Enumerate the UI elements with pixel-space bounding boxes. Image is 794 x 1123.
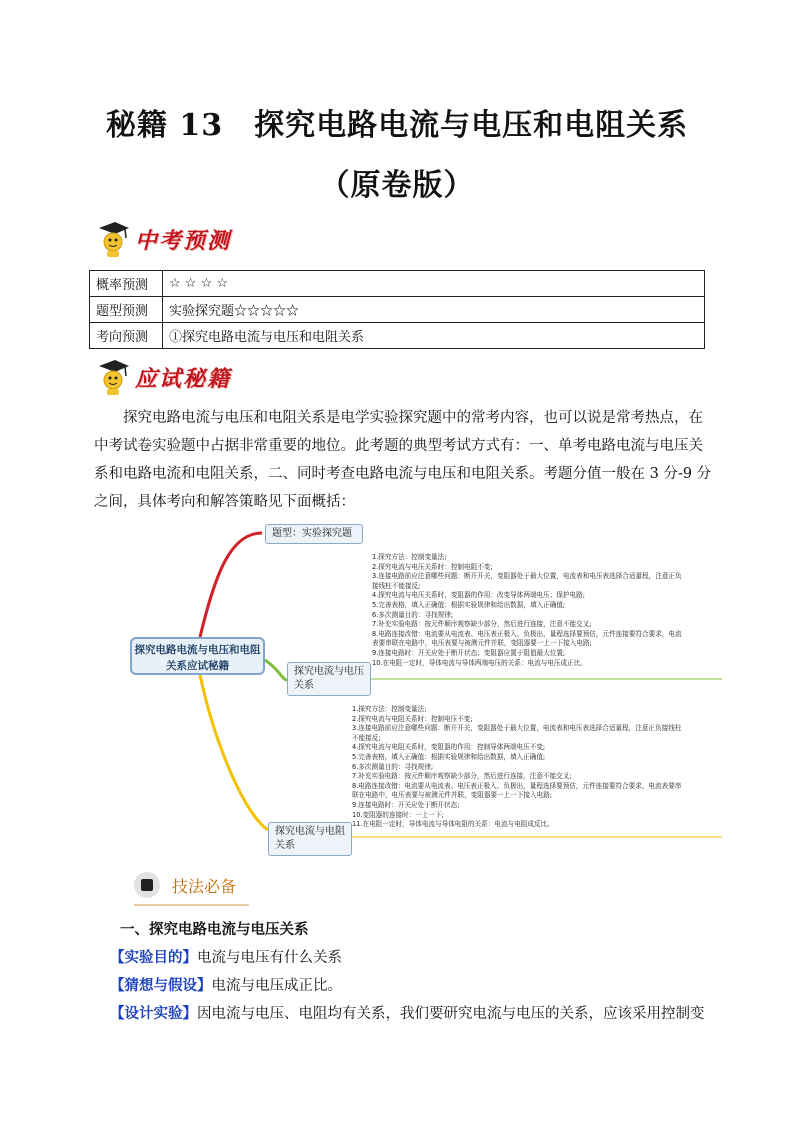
detail-line: 7.补充实验电路：按元件顺序观察缺少部分，然后进行连接，注意不能交叉; (372, 620, 592, 629)
item-tag: 【设计实验】 (110, 1005, 197, 1022)
detail-line: 11.在电阻一定时，导体电流与导体电阻的关系：电流与电阻成反比。 (352, 820, 554, 829)
graduate-mascot-icon (95, 358, 131, 396)
banner-label: 应试秘籍 (135, 366, 232, 392)
detail-line: 6.多次测量目的：寻找规律; (352, 762, 434, 771)
detail-line: 接线柱不能接反; (372, 581, 421, 590)
table-value: ①探究电路电流与电压和电阻关系 (163, 323, 705, 349)
detail-line: 3.连接电路前应注意哪些问题：断开开关，变阻器处于最大位置，电流表和电压表选择合适量程，注意正负 (372, 572, 682, 581)
prediction-table (89, 270, 705, 349)
detail-line: 8.电路连接改错：电流要从电流表、电压表正极入、负极出，量程选择要预估，元件连接要符合要求，电流 (372, 629, 682, 638)
mindmap-resistance-details (352, 705, 681, 830)
page-subtitle: （原卷版） (319, 168, 475, 203)
detail-line: 2.探究电流与电阻关系时：控制电压不变; (352, 714, 473, 723)
detail-line: 1.探究方法：控制变量法; (352, 705, 427, 713)
item-line (110, 974, 730, 995)
intro-paragraph: 探究电路电流与电压和电阻关系是电学实验探究题中的常考内容，也可以说是常考热点，在中考试卷实验题中占据非常重要的地位。此考题的典型考试方式有：一、单考电路电流与电压关系和电路电流和电阻关系，二、同时考查电路电流与电压和电阻关系。考题分值一般在 3 分-9 分之间，具体考向和解答策略见下面概括： (94, 410, 712, 510)
detail-line: 5.完善表格，填入正确值：根据实验规律和给出数据，填入正确值; (352, 752, 546, 761)
item-tag: 【实验目的】 (110, 949, 197, 966)
detail-line: 不能接反; (352, 733, 381, 742)
banner-label: 中考预测 (135, 228, 232, 254)
section-heading (134, 872, 236, 898)
detail-line: 3.连接电路前应注意哪些问题：断开开关，变阻器处于最大位置，电流表和电压表选择合适量程，注意正负接线柱 (352, 724, 682, 733)
mindmap-node-type: 题型：实验探究题 (265, 524, 363, 544)
detail-line: 10.变阻器的连接时：一上一下; (352, 810, 444, 819)
item-text: 因电流与电压、电阻均有关系，我们要研究电流与电压的关系，应该采用控制变 (197, 1006, 705, 1022)
detail-line: 9.连接电路时：开关应处于断开状态; (352, 800, 460, 809)
mindmap-node-voltage: 探究电流与电压关系 (287, 662, 371, 696)
detail-line: 表要串联在电路中，电压表要与被测元件并联，变阻器要一上一下接入电路; (372, 639, 592, 648)
detail-line: 4.探究电流与电阻关系时，变阻器的作用：控制导体两端电压不变; (352, 743, 546, 752)
section-heading-label: 技法必备 (172, 876, 237, 896)
item-text: 电流与电压成正比。 (211, 978, 342, 994)
item-text: 电流与电压有什么关系 (197, 950, 342, 966)
detail-line: 1.探究方法：控制变量法; (372, 553, 447, 561)
graduate-mascot-icon (95, 220, 131, 258)
item-tag: 【猜想与假设】 (110, 977, 212, 994)
mindmap-node-resistance: 探究电流与电阻关系 (268, 822, 352, 856)
item-line (110, 1002, 730, 1023)
table-key: 考向预测 (90, 323, 163, 349)
book-icon (134, 872, 160, 898)
table-row (90, 297, 705, 323)
banner-strategy (95, 358, 231, 396)
subsection-title: 一、探究电路电流与电压关系 (120, 921, 309, 938)
table-value: 实验探究题☆☆☆☆☆ (163, 297, 705, 323)
banner-prediction (95, 220, 231, 258)
detail-line: 9.连接电路时：开关应处于断开状态；变阻器应置于阻值最大位置; (372, 648, 566, 657)
table-row (90, 323, 705, 349)
table-key: 概率预测 (90, 271, 163, 297)
mindmap-voltage-details (372, 553, 682, 668)
detail-line: 6.多次测量目的：寻找规律; (372, 610, 454, 619)
detail-line: 5.完善表格，填入正确值：根据实验规律和给出数据，填入正确值; (372, 600, 566, 609)
detail-line: 10.在电阻一定时，导体电流与导体两端电压的关系：电流与电压成正比。 (372, 658, 587, 667)
detail-line: 2.探究电流与电压关系时：控制电阻不变; (372, 562, 493, 571)
table-key: 题型预测 (90, 297, 163, 323)
detail-line: 联在电路中，电压表要与被测元件并联，变阻器要一上一下接入电路; (352, 791, 553, 800)
detail-line: 4.探究电流与电压关系时，变阻器的作用：改变导体两端电压；保护电路; (372, 591, 585, 600)
item-line (110, 946, 730, 967)
page-title: 秘籍 13 探究电路电流与电压和电阻关系 (105, 108, 689, 143)
mindmap-center-node: 探究电路电流与电压和电阻关系应试秘籍 (130, 637, 265, 675)
table-value: ☆ ☆ ☆ ☆ (163, 271, 705, 297)
detail-line: 8.电路连接改错：电流要从电流表、电压表正极入、负极出，量程选择要预估，元件连接要符合要求，电流表要串 (352, 781, 682, 790)
table-row (90, 271, 705, 297)
detail-line: 7.补充实验电路：按元件顺序观察缺少部分，然后进行连接，注意不能交叉; (352, 772, 572, 781)
section-underline (134, 904, 249, 906)
